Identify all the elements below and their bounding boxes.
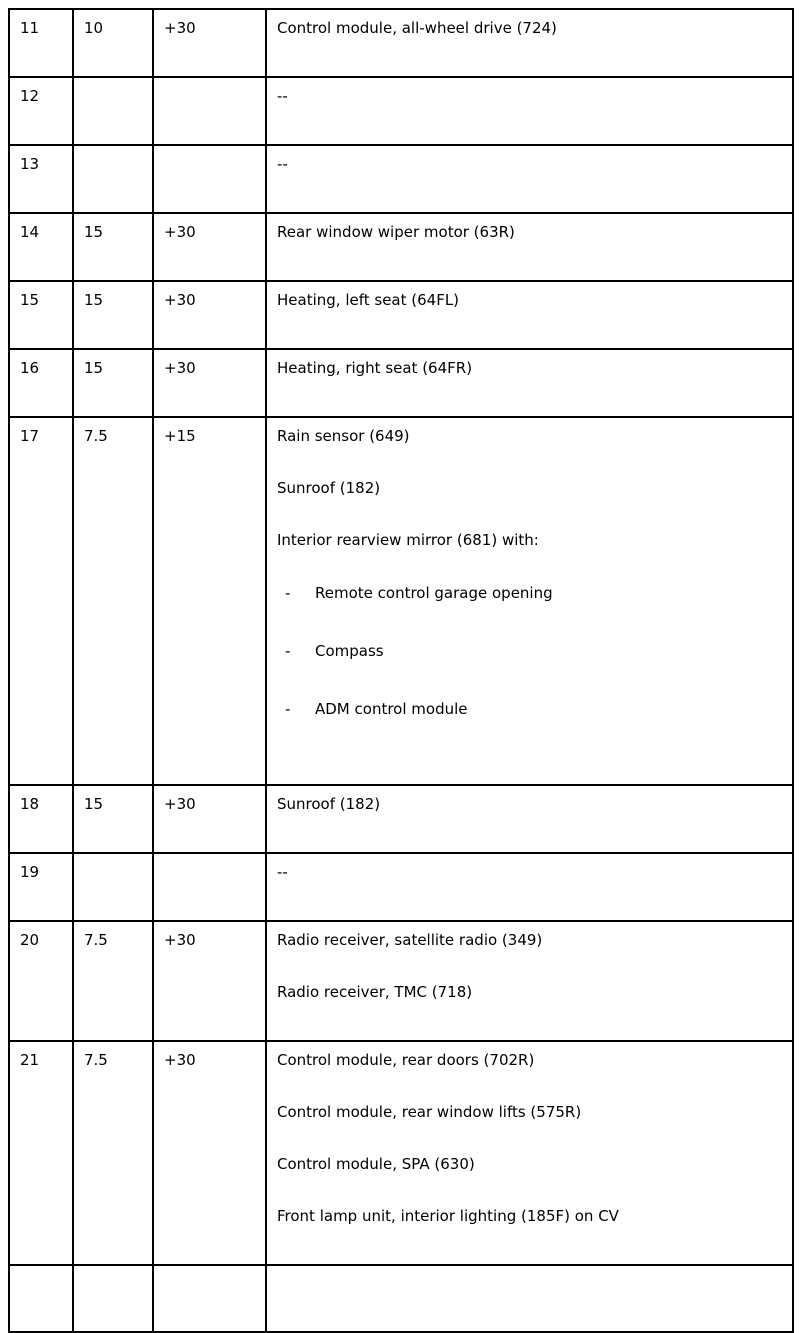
description-line: -- (277, 863, 288, 881)
fuse-number-cell: 12 (10, 78, 74, 146)
fuse-number-cell: 21 (10, 1042, 74, 1266)
description-cell (267, 922, 794, 1042)
circuit-cell: +30 (154, 786, 267, 854)
description-line: Sunroof (182) (277, 795, 381, 813)
description-line: Rain sensor (649) (277, 427, 410, 445)
table-row (10, 10, 794, 78)
table-row (10, 1042, 794, 1266)
fuse-number-cell: 19 (10, 854, 74, 922)
description-cell (267, 1042, 794, 1266)
amperage-cell (74, 854, 154, 922)
bullet-dash: - (285, 584, 291, 602)
description-line: Radio receiver, satellite radio (349) (277, 931, 543, 949)
description-line: Control module, rear doors (702R) (277, 1051, 535, 1069)
table-row (10, 78, 794, 146)
amperage-cell: 15 (74, 214, 154, 282)
description-line: -- (277, 155, 288, 173)
description-line: Heating, right seat (64FR) (277, 359, 473, 377)
circuit-cell: +30 (154, 282, 267, 350)
description-line: Control module, SPA (630) (277, 1155, 475, 1173)
description-cell (267, 146, 794, 214)
description-cell (267, 10, 794, 78)
description-cell (267, 350, 794, 418)
bullet-dash: - (285, 700, 291, 718)
description-cell (267, 1266, 794, 1333)
fuse-number-cell: 16 (10, 350, 74, 418)
table-row (10, 854, 794, 922)
table-row (10, 214, 794, 282)
fuse-number-cell (10, 1266, 74, 1333)
description-line: -- (277, 87, 288, 105)
table-row (10, 350, 794, 418)
table-row (10, 1266, 794, 1333)
bullet-text: ADM control module (315, 700, 468, 718)
circuit-cell: +30 (154, 214, 267, 282)
table-row (10, 786, 794, 854)
fuse-number-cell: 14 (10, 214, 74, 282)
amperage-cell: 7.5 (74, 1042, 154, 1266)
circuit-cell (154, 854, 267, 922)
table-row (10, 922, 794, 1042)
amperage-cell: 10 (74, 10, 154, 78)
description-line: Front lamp unit, interior lighting (185F) on CV (277, 1207, 619, 1225)
description-line: Rear window wiper motor (63R) (277, 223, 515, 241)
description-line: Interior rearview mirror (681) with: (277, 531, 539, 549)
amperage-cell: 7.5 (74, 922, 154, 1042)
amperage-cell (74, 1266, 154, 1333)
circuit-cell (154, 146, 267, 214)
bullet-text: Compass (315, 642, 384, 660)
bullet-dash: - (285, 642, 291, 660)
amperage-cell (74, 78, 154, 146)
amperage-cell (74, 146, 154, 214)
circuit-cell: +15 (154, 418, 267, 786)
circuit-cell: +30 (154, 350, 267, 418)
description-cell (267, 282, 794, 350)
amperage-cell: 15 (74, 786, 154, 854)
fuse-number-cell: 17 (10, 418, 74, 786)
fuse-table (8, 8, 794, 1333)
amperage-cell: 7.5 (74, 418, 154, 786)
bullet-text: Remote control garage opening (315, 584, 553, 602)
table-row (10, 418, 794, 786)
list-item (285, 584, 780, 603)
circuit-cell: +30 (154, 10, 267, 78)
circuit-cell: +30 (154, 1042, 267, 1266)
fuse-number-cell: 11 (10, 10, 74, 78)
circuit-cell (154, 1266, 267, 1333)
description-line: Radio receiver, TMC (718) (277, 983, 473, 1001)
table-row (10, 146, 794, 214)
circuit-cell (154, 78, 267, 146)
description-cell (267, 214, 794, 282)
description-line: Control module, rear window lifts (575R) (277, 1103, 582, 1121)
bullet-list (277, 584, 780, 719)
amperage-cell: 15 (74, 350, 154, 418)
list-item (285, 642, 780, 661)
circuit-cell: +30 (154, 922, 267, 1042)
fuse-number-cell: 13 (10, 146, 74, 214)
table-row (10, 282, 794, 350)
description-line: Control module, all-wheel drive (724) (277, 19, 557, 37)
description-cell (267, 854, 794, 922)
amperage-cell: 15 (74, 282, 154, 350)
description-line: Sunroof (182) (277, 479, 381, 497)
fuse-number-cell: 15 (10, 282, 74, 350)
description-line: Heating, left seat (64FL) (277, 291, 460, 309)
description-cell (267, 418, 794, 786)
list-item (285, 700, 780, 719)
fuse-number-cell: 18 (10, 786, 74, 854)
fuse-number-cell: 20 (10, 922, 74, 1042)
description-cell (267, 786, 794, 854)
description-cell (267, 78, 794, 146)
